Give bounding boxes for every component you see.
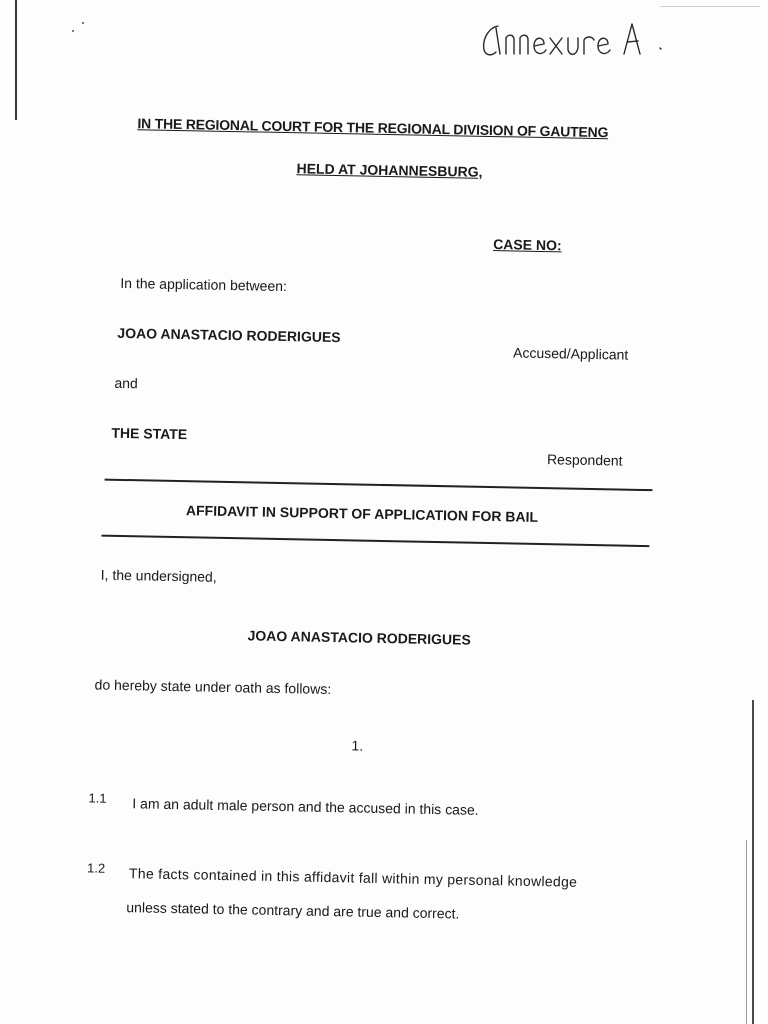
applicant-name: JOAO ANASTACIO RODERIGUES [117, 324, 341, 346]
respondent-role: Respondent [546, 451, 623, 469]
paragraph-number: 1.1 [88, 790, 107, 806]
title-divider-bottom [101, 535, 649, 548]
court-location: HELD AT JOHANNESBURG, [296, 160, 483, 180]
title-divider-top [105, 479, 653, 492]
deponent-name: JOAO ANASTACIO RODERIGUES [247, 627, 471, 648]
applicant-role: Accused/Applicant [512, 344, 629, 363]
and-conjunction: and [114, 374, 138, 392]
paragraph-text-line: unless stated to the contrary and are true and correct. [126, 899, 460, 922]
case-number-label: CASE NO: [493, 236, 562, 254]
affidavit-title: AFFIDAVIT IN SUPPORT OF APPLICATION FOR BAIL [185, 502, 539, 525]
court-heading: IN THE REGIONAL COURT FOR THE REGIONAL DIVISION OF GAUTENG [137, 115, 609, 141]
undersigned-text: I, the undersigned, [100, 566, 217, 585]
respondent-name: THE STATE [111, 424, 188, 443]
section-number: 1. [351, 737, 364, 754]
paragraph-text-line: The facts contained in this affidavit fall within my personal knowledge [128, 865, 578, 890]
paragraph-number: 1.2 [86, 860, 106, 876]
oath-statement: do hereby state under oath as follows: [94, 676, 332, 698]
paragraph-text: I am an adult male person and the accused in this case. [132, 795, 479, 818]
application-between-text: In the application between: [120, 274, 288, 295]
